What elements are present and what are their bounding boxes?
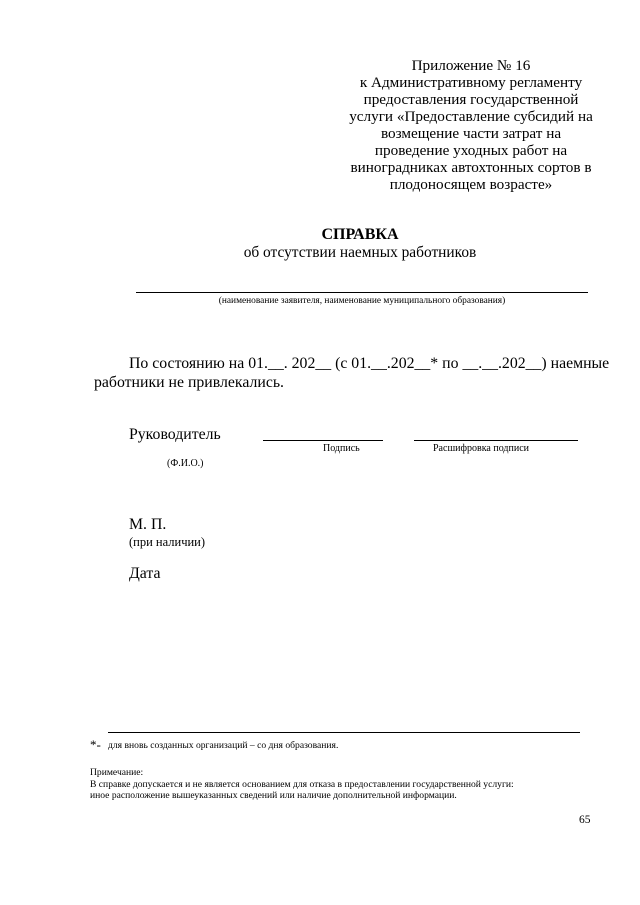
appendix-line: виноградниках автохтонных сортов в	[350, 159, 592, 176]
role-label: Руководитель	[129, 426, 221, 443]
appendix-line: услуги «Предоставление субсидий на	[349, 108, 593, 125]
footnote-marker: *-	[90, 737, 101, 752]
footnote-separator	[108, 732, 580, 733]
appendix-line: к Административному регламенту	[359, 74, 583, 91]
appendix-line: плодоносящем возрасте»	[389, 176, 553, 193]
fio-label: (Ф.И.О.)	[167, 458, 204, 469]
page-number: 65	[579, 814, 591, 826]
remark-heading: Примечание:	[90, 767, 144, 778]
statement-line-2: работники не привлекались.	[94, 374, 284, 391]
appendix-header	[340, 57, 602, 193]
footnote-text: для вновь созданных организаций – со дня образования.	[108, 740, 339, 751]
applicant-name-line	[136, 292, 588, 293]
date-label: Дата	[129, 565, 161, 582]
document-title: СПРАВКА	[321, 226, 399, 243]
document-subtitle: об отсутствии наемных работников	[243, 244, 477, 261]
signature-caption: Подпись	[323, 443, 360, 454]
decoding-caption: Расшифровка подписи	[433, 443, 529, 454]
appendix-line: возмещение части затрат на	[380, 125, 562, 142]
appendix-line: Приложение № 16	[411, 57, 531, 74]
statement-line-1: По состоянию на 01.__. 202__ (с 01.__.202__* по __.__.202__) наемные	[129, 355, 610, 372]
applicant-caption: (наименование заявителя, наименование муниципального образования)	[218, 296, 506, 306]
stamp-note: (при наличии)	[129, 535, 206, 549]
appendix-line: проведение уходных работ на	[374, 142, 568, 159]
signature-line	[263, 440, 383, 441]
appendix-line: предоставления государственной	[363, 91, 579, 108]
remark-line: В справке допускается и не является основанием для отказа в предоставлении государственной услуги:	[90, 778, 514, 790]
remark-line: иное расположение вышеуказанных сведений или наличие дополнительной информации.	[90, 790, 457, 801]
stamp-label: М. П.	[129, 516, 167, 533]
signature-decoding-line	[414, 440, 578, 441]
